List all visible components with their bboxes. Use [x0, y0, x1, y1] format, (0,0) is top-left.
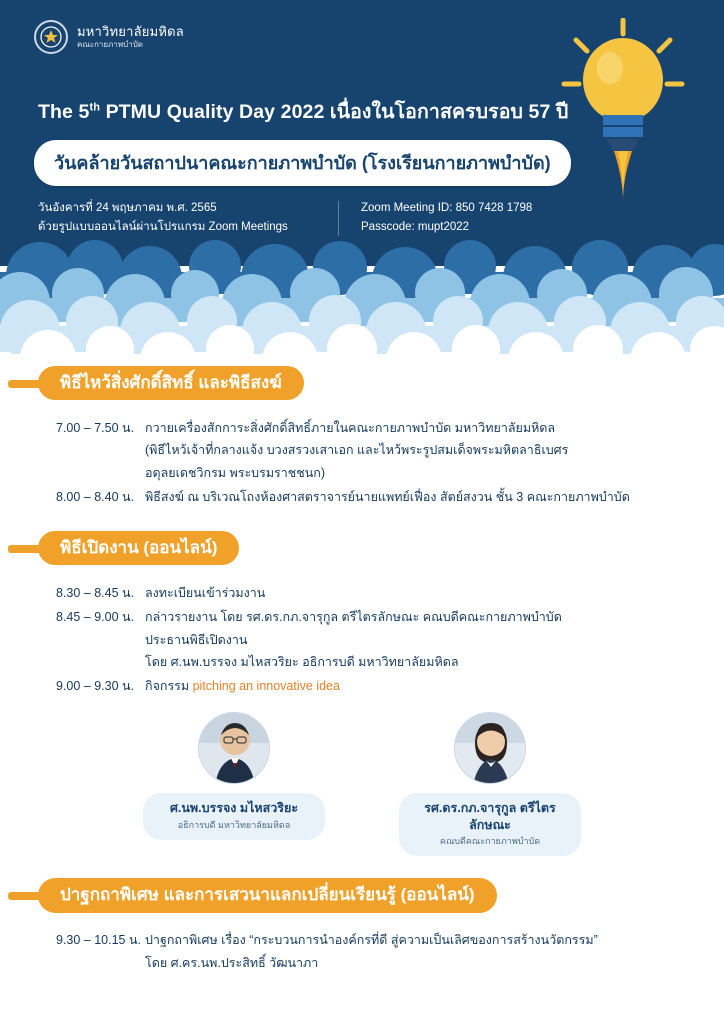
row-line: พิธีสงฆ์ ณ บริเวณโถงห้องศาสตราจารย์นายแพทย์เฟื่อง สัตย์สงวน ชั้น 3 คณะกายภาพบำบัด	[145, 489, 630, 504]
row-line-plain: กิจกรรม	[145, 679, 193, 693]
schedule-row	[0, 605, 724, 674]
cloud-decoration	[0, 236, 724, 368]
poster-header	[0, 0, 724, 262]
schedule-row	[0, 674, 724, 698]
section-title-2: พิธีเปิดงาน (ออนไลน์)	[38, 531, 239, 565]
meta-divider	[338, 201, 339, 237]
page-title	[38, 96, 568, 127]
row-description	[115, 417, 568, 484]
zoom-meeting-id: Zoom Meeting ID: 850 7428 1798	[361, 202, 533, 214]
row-description	[115, 606, 562, 673]
org-name: มหาวิทยาลัยมหิดล	[77, 23, 184, 39]
row-line: ประธานพิธีเปิดงาน	[145, 632, 248, 647]
row-line: กล่าวรายงาน โดย รศ.ดร.กภ.จารุกูล ตรีไตรลักษณะ คณบดีคณะกายภาพบำบัด	[145, 610, 562, 625]
speaker-name-card	[399, 793, 581, 856]
section-heading-2	[0, 531, 724, 567]
title-superscript: th	[89, 101, 101, 114]
zoom-details	[361, 199, 532, 237]
schedule-body	[0, 366, 724, 975]
section-heading-3	[0, 878, 724, 914]
zoom-passcode: Passcode: mupt2022	[361, 220, 470, 233]
section-title-1: พิธีไหว้สิ่งศักดิ์สิทธิ์ และพิธีสงฆ์	[38, 366, 304, 400]
row-line: กวายเครื่องสักการะสิ่งศักดิ์สิทธิ์ภายในคณะกายภาพบำบัด มหาวิทยาลัยมหิดล	[145, 421, 556, 435]
row-line: โดย ศ.คร.นพ.ประสิทธิ์ วัฒนาภา	[145, 955, 319, 970]
section-rows-3	[0, 928, 724, 975]
mahidol-logo-icon	[34, 20, 68, 54]
row-line-highlight: pitching an innovative idea	[192, 679, 340, 693]
org-sub-name: คณะกายภาพบำบัด	[77, 39, 143, 49]
title-rest: PTMU Quality Day 2022 เนื่องในโอกาสครบรอบ 57 ปี	[105, 101, 569, 123]
speaker-name: รศ.ดร.กภ.จารุกูล ตรีไตรลักษณะ	[424, 801, 556, 832]
schedule-row	[0, 416, 724, 485]
row-line: ปาฐกถาพิเศษ เรื่อง “กระบวนการนำองค์กรที่ดี สู่ความเป็นเลิศของการสร้างนวัตกรรม”	[145, 933, 598, 948]
section-rows-2	[0, 581, 724, 698]
row-line: โดย ศ.นพ.บรรจง มไหสวริยะ อธิการบดี มหาวิทยาลัยมหิดล	[145, 654, 459, 669]
row-description	[115, 486, 630, 508]
row-line: (พิธีไหว้เจ้าที่กลางแจ้ง บวงสรวงเสาเอก และไหว้พระรูปสมเด็จพระมหิตลาธิเบศร	[145, 443, 569, 458]
row-time: 8.45 – 9.00 น.	[56, 610, 135, 625]
row-time: 7.00 – 7.50 น.	[56, 421, 135, 435]
page-subtitle: วันคล้ายวันสถาปนาคณะกายภาพบำบัด (โรงเรียนกายภาพบำบัด)	[34, 140, 571, 186]
row-time: 9.30 – 10.15 น.	[56, 933, 141, 948]
row-description	[115, 582, 265, 604]
row-time: 8.00 – 8.40 น.	[56, 489, 135, 504]
speaker-name-card	[143, 793, 325, 840]
speaker-role: คณบดีคณะกายภาพบำบัด	[439, 835, 541, 846]
section-rows-1	[0, 416, 724, 509]
row-line	[145, 675, 340, 697]
speaker-card	[143, 712, 325, 856]
event-meta	[38, 199, 532, 237]
schedule-row	[0, 485, 724, 509]
section-title-3: ปาฐกถาพิเศษ และการเสวนาแลกเปลี่ยนเรียนรู้ (ออนไลน์)	[38, 878, 497, 912]
event-date: วันอังคารที่ 24 พฤษภาคม พ.ศ. 2565	[38, 202, 217, 214]
speaker-name: ศ.นพ.บรรจง มไหสวริยะ	[169, 801, 299, 816]
organization-logo	[34, 20, 184, 54]
event-format: ด้วยรูปแบบออนไลน์ผ่านโปรแกรม Zoom Meetings	[38, 220, 288, 233]
schedule-row	[0, 581, 724, 605]
row-description	[115, 675, 340, 697]
speaker-list	[0, 712, 724, 856]
speaker-card	[399, 712, 581, 856]
row-description	[115, 929, 598, 974]
row-time: 8.30 – 8.45 น.	[56, 586, 135, 600]
speaker-role: อธิการบดี มหาวิทยาลัยมหิดล	[177, 819, 291, 830]
event-date-format	[38, 199, 338, 237]
speaker-photo-male	[198, 712, 270, 784]
schedule-row	[0, 928, 724, 975]
lightbulb-icon	[558, 18, 688, 208]
row-time: 9.00 – 9.30 น.	[56, 679, 135, 693]
row-line: ลงทะเบียนเข้าร่วมงาน	[145, 586, 266, 600]
title-prefix: The 5	[38, 101, 90, 123]
row-line: อดุลยเดชวิกรม พระบรมราชชนก)	[145, 465, 326, 480]
section-heading-1	[0, 366, 724, 402]
speaker-photo-female	[454, 712, 526, 784]
